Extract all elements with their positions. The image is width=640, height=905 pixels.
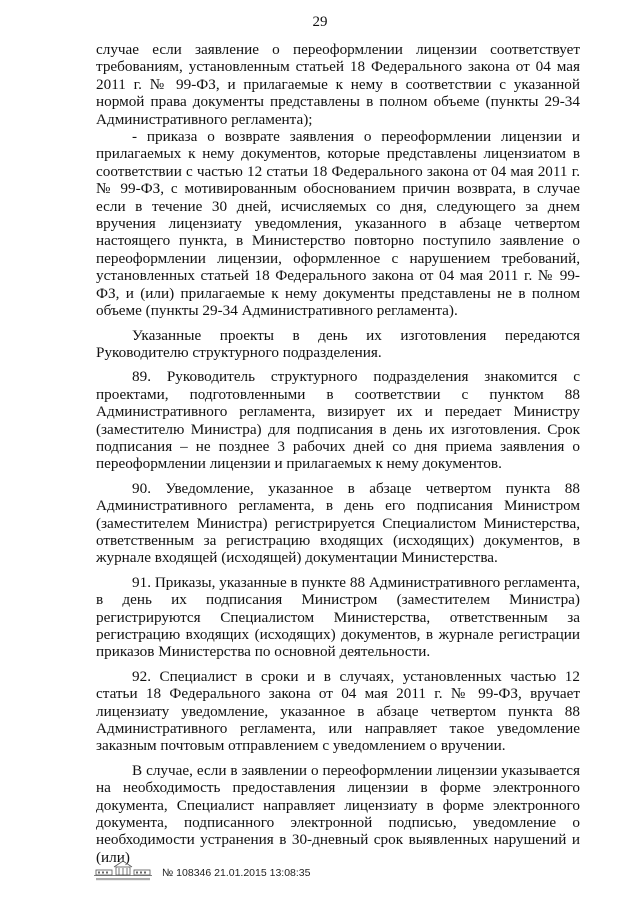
registration-stamp: № 108346 21.01.2015 13:08:35 — [162, 867, 311, 879]
paragraph-92: 92. Специалист в сроки и в случаях, установленных частью 12 статьи 18 Федерального закона от 04 мая 2011 г. № 99-ФЗ, вручает лицензиату уведомление, указанное в абзаце четвертом пункта 88 Административного регламента, или направляет такое уведомление заказным почтовым отправлением с уведомлением о вручении. — [96, 667, 580, 755]
paragraph-order-return: - приказа о возврате заявления о переоформлении лицензии и прилагаемых к нему документов, которые представлены лицензиатом в соответствии с частью 12 статьи 18 Федерального закона от 04 мая 2011 г. № 99-ФЗ, с мотивированным обоснованием причин возврата, в случае если в течение 30 дней, исчисляемых со дня, следующего за днем вручения лицензиату уведомления, указанного в абзаце четвертом настоящего пункта, в Министерство повторно поступило заявление о переоформлении лицензии, оформленное с нарушением требований, установленных статьей 18 Федерального закона от 04 мая 2011 г. № 99-ФЗ, и (или) прилагаемые к нему документы представлены не в полном объеме (пункты 29-34 Административного регламента). — [96, 128, 580, 320]
paragraph-90: 90. Уведомление, указанное в абзаце четвертом пункта 88 Административного регламента, в день его подписания Министром (заместителем Министра) регистрируется Специалистом Министерства, ответственным за регистрацию входящих (исходящих) документов, в журнале входящей (исходящей) документации Министерства. — [96, 479, 580, 567]
document-body — [96, 41, 580, 873]
page-number: 29 — [312, 14, 328, 30]
paragraph-91: 91. Приказы, указанные в пункте 88 Административного регламента, в день их подписания Министром (заместителем Министра) регистрируются Специалистом Министерства, ответственным за регистрацию входящих (исходящих) документов, в журнале регистрации приказов Министерства по основной деятельности. — [96, 573, 580, 661]
footer — [92, 858, 392, 888]
paragraph-projects-transfer: Указанные проекты в день их изготовления передаются Руководителю структурного подразделения. — [96, 326, 580, 361]
building-logo-icon — [92, 858, 154, 884]
paragraph-electronic: В случае, если в заявлении о переоформлении лицензии указывается на необходимость предоставления лицензии в форме электронного документа, Специалист направляет лицензиату в форме электронного документа, подписанного электронной подписью, уведомление о необходимости устранения в 30-дневный срок выявленных нарушений и (или) — [96, 761, 580, 866]
paragraph-continuation: случае если заявление о переоформлении лицензии соответствует требованиям, установленным статьей 18 Федерального закона от 04 мая 2011 г. № 99-ФЗ, и прилагаемые к нему в соответствии с указанной нормой права документы представлены в полном объеме (пункты 29-34 Административного регламента); — [96, 41, 580, 128]
paragraph-89: 89. Руководитель структурного подразделения знакомится с проектами, подготовленными в соответствии с пунктом 88 Административного регламента, визирует их и передает Министру (заместителю Министра) для подписания в день их изготовления. Срок подписания – не позднее 3 рабочих дней со дня приема заявления о переоформлении лицензии и прилагаемых к нему документов. — [96, 368, 580, 473]
